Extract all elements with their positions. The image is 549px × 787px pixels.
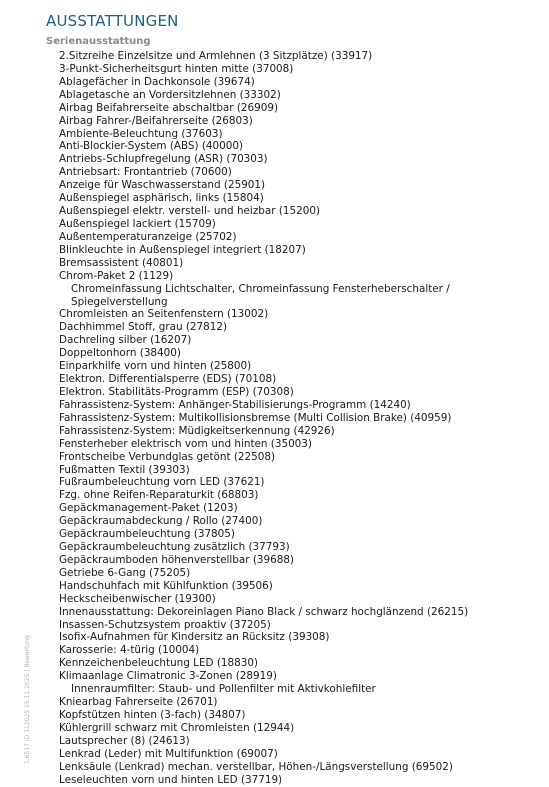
list-item: Antriebsart: Frontantrieb (70600) <box>59 166 232 179</box>
list-item: Ablagetasche an Vordersitzlehnen (33302) <box>59 88 281 101</box>
list-item: Anzeige für Waschwasserstand (25901) <box>59 179 266 192</box>
list-item: Innenausstattung: Dekoreinlagen Piano Black / schwarz hochglänzend (26215) <box>59 605 469 618</box>
list-item: Chromleisten an Seitenfenstern (13002) <box>59 308 269 321</box>
list-item: Elektron. Stabilitäts-Programm (ESP) (70308) <box>59 385 294 398</box>
list-sub-item: Innenraumfilter: Staub- und Pollenfilter mit Aktivkohlefilter <box>71 683 376 696</box>
list-item: Lenksäule (Lenkrad) mechan. verstellbar, Höhen-/Längsverstellung (69502) <box>59 760 453 773</box>
list-item: Außentemperaturanzeige (25702) <box>59 230 237 243</box>
list-item: Fahrassistenz-System: Anhänger-Stabilisierungs-Programm (14240) <box>59 398 411 411</box>
list-item: Gepäckmanagement-Paket (1203) <box>59 502 238 515</box>
list-item: Fußraumbeleuchtung vorn LED (37621) <box>59 476 265 489</box>
list-item: Bremsassistent (40801) <box>59 256 184 269</box>
list-item: Gepäckraumbeleuchtung (37805) <box>59 528 235 541</box>
list-item: Anti-Blockier-System (ABS) (40000) <box>59 140 244 153</box>
list-item: Leseleuchten vorn und hinten LED (37719) <box>59 773 283 786</box>
list-item: Isofix-Aufnahmen für Kindersitz an Rücksitz (39308) <box>59 631 330 644</box>
list-item: Antriebs-Schlupfregelung (ASR) (70303) <box>59 153 268 166</box>
list-item: Fußmatten Textil (39303) <box>59 463 190 476</box>
list-item: Kühlergrill schwarz mit Chromleisten (12944) <box>59 721 295 734</box>
list-item: Elektron. Differentialsperre (EDS) (70108) <box>59 373 277 386</box>
list-item: Fzg. ohne Reifen-Reparaturkit (68803) <box>59 489 259 502</box>
list-item: Gepäckraumbeleuchtung zusätzlich (37793) <box>59 541 290 554</box>
list-item: Fensterheber elektrisch vorn und hinten (35003) <box>59 437 312 450</box>
list-item: Heckscheibenwischer (19300) <box>59 592 216 605</box>
list-item: Lautsprecher (8) (24613) <box>59 734 190 747</box>
side-note: 1.6517 ID 112025 15.11.2025 | Bewertung <box>24 635 31 764</box>
list-item: Dachhimmel Stoff, grau (27812) <box>59 321 228 334</box>
list-item: Getriebe 6-Gang (75205) <box>59 566 191 579</box>
list-item: Lenkrad (Leder) mit Multifunktion (69007) <box>59 747 278 760</box>
list-item: Chrom-Paket 2 (1129) <box>59 269 174 282</box>
section-heading: Serienausstattung <box>46 36 151 47</box>
list-sub-item: Chromeinfassung Lichtschalter, Chromeinfassung Fensterheberschalter / Spiegelverstellung <box>71 282 450 308</box>
list-item: Fahrassistenz-System: Müdigkeitserkennung (42926) <box>59 424 335 437</box>
list-item: Doppeltonhorn (38400) <box>59 347 181 360</box>
equipment-list <box>59 50 534 787</box>
list-item: Kniearbag Fahrerseite (26701) <box>59 696 218 709</box>
list-item: 3-Punkt-Sicherheitsgurt hinten mitte (37008) <box>59 62 294 75</box>
list-item: Kennzeichenbeleuchtung LED (18830) <box>59 657 258 670</box>
list-item: Airbag Fahrer-/Beifahrerseite (26803) <box>59 114 253 127</box>
list-item: Karosserie: 4-türig (10004) <box>59 644 200 657</box>
list-item: Klimaanlage Climatronic 3-Zonen (28919) <box>59 670 277 683</box>
list-item: Handschuhfach mit Kühlfunktion (39506) <box>59 579 273 592</box>
list-item: Blinkleuchte in Außenspiegel integriert (18207) <box>59 243 306 256</box>
list-item: Insassen-Schutzsystem proaktiv (37205) <box>59 618 271 631</box>
list-item: Außenspiegel elektr. verstell- und heizbar (15200) <box>59 205 320 218</box>
list-item: Airbag Beifahrerseite abschaltbar (26909) <box>59 101 279 114</box>
list-item: Ambiente-Beleuchtung (37603) <box>59 127 223 140</box>
list-item: Fahrassistenz-System: Multikollisionsbremse (Multi Collision Brake) (40959) <box>59 411 452 424</box>
list-item: Kopfstützen hinten (3-fach) (34807) <box>59 709 246 722</box>
list-item: Außenspiegel asphärisch, links (15804) <box>59 192 264 205</box>
page-title: AUSSTATTUNGEN <box>46 12 179 30</box>
list-item: 2.Sitzreihe Einzelsitze und Armlehnen (3 Sitzplätze) (33917) <box>59 50 373 62</box>
list-item: Frontscheibe Verbundglas getönt (22508) <box>59 450 275 463</box>
list-item: Gepäckraumabdeckung / Rollo (27400) <box>59 515 263 528</box>
list-item: Außenspiegel lackiert (15709) <box>59 217 216 230</box>
list-item: Dachreling silber (16207) <box>59 334 192 347</box>
list-item: Einparkhilfe vorn und hinten (25800) <box>59 360 252 373</box>
list-item: Gepäckraumboden höhenverstellbar (39688) <box>59 553 294 566</box>
list-item: Ablagefächer in Dachkonsole (39674) <box>59 75 255 88</box>
